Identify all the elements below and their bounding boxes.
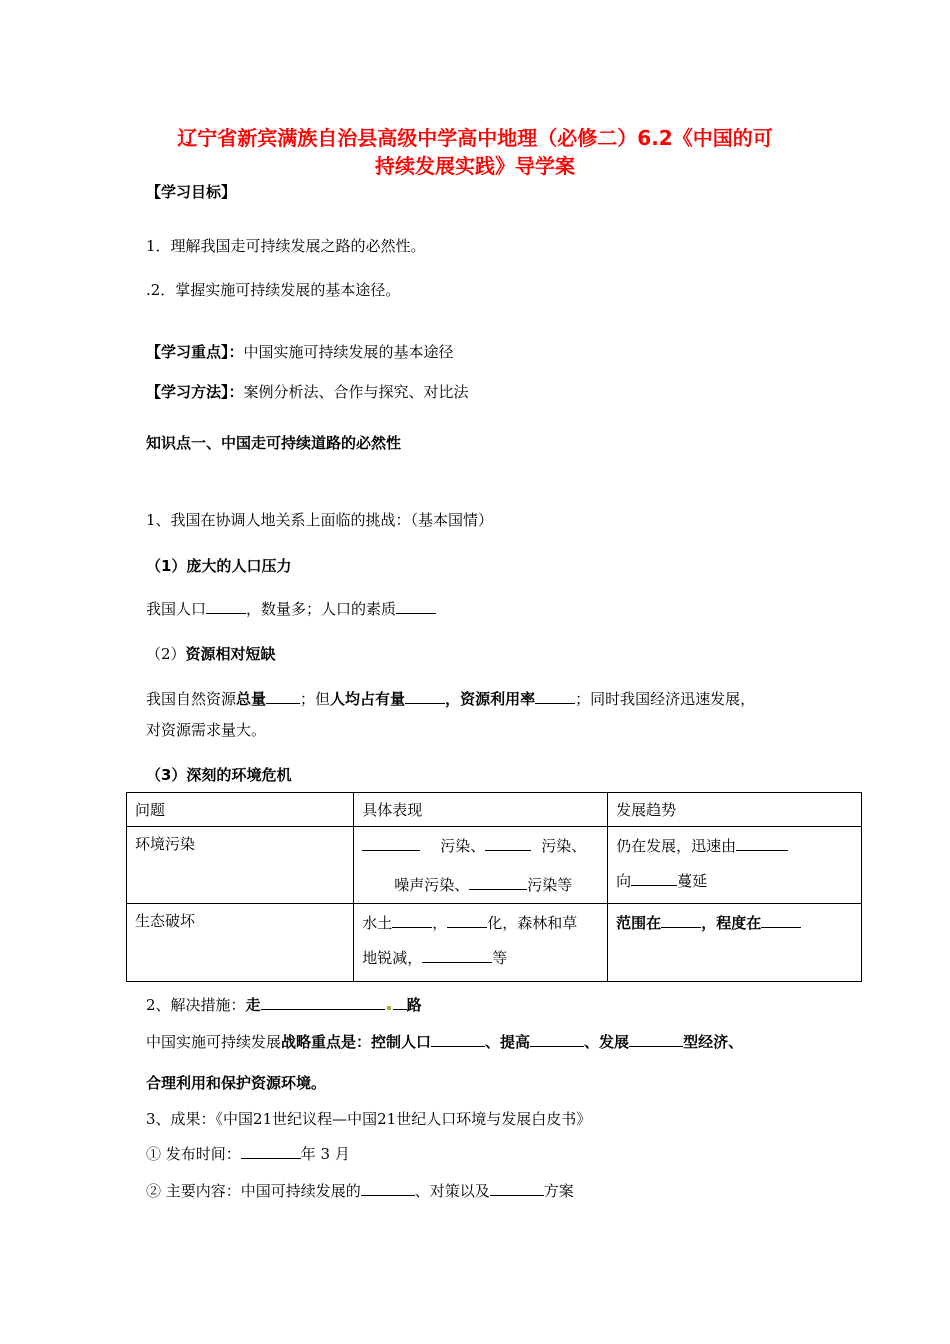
objectives-heading: 【学习目标】 bbox=[146, 183, 237, 201]
method-line bbox=[146, 381, 469, 402]
results-content-text-b: 、对策以及 bbox=[414, 1182, 490, 1200]
strategy-text-b: 战略重点是：控制人口 bbox=[281, 1033, 432, 1051]
table-header-trend: 发展趋势 bbox=[608, 793, 862, 827]
table-header-row bbox=[127, 793, 862, 827]
strategy-line-2: 合理利用和保护资源环境。 bbox=[146, 1074, 327, 1092]
knowledge-point-heading: 知识点一、中国走可持续道路的必然性 bbox=[146, 434, 402, 452]
strategy-text-c: 、提高 bbox=[485, 1033, 531, 1051]
resources-text-d: ；同时我国经济迅速发展， bbox=[575, 690, 756, 708]
challenges-intro: 1、我国在协调人地关系上面临的挑战：（基本国情） bbox=[146, 511, 494, 529]
blank-resources-total[interactable] bbox=[266, 689, 300, 704]
blank-solution-path[interactable] bbox=[261, 995, 385, 1010]
resources-text-a: 我国自然资源 bbox=[146, 690, 237, 708]
focus-text: 中国实施可持续发展的基本途径 bbox=[243, 343, 454, 361]
blank-desertification[interactable] bbox=[447, 913, 487, 928]
environment-heading: （3）深刻的环境危机 bbox=[146, 766, 292, 784]
eco-text-c: 化，森林和草 bbox=[487, 914, 578, 932]
strategy-text-d: 、发展 bbox=[584, 1033, 630, 1051]
solutions-walk: 走 bbox=[245, 996, 261, 1014]
blank-population-quality[interactable] bbox=[396, 599, 436, 614]
trend-text-b: 向 bbox=[616, 872, 632, 890]
blank-solution-path-end[interactable] bbox=[393, 995, 407, 1010]
focus-line bbox=[146, 341, 454, 362]
method-text: 案例分析法、合作与探究、对比法 bbox=[243, 383, 469, 401]
cursor-mark bbox=[387, 1006, 391, 1010]
strategy-line-1 bbox=[146, 1031, 743, 1052]
results-date-line bbox=[146, 1143, 350, 1164]
document-title-line1: 辽宁省新宾满族自治县高级中学高中地理（必修二）6.2《中国的可 bbox=[177, 126, 773, 150]
strategy-text-e: 型经济、 bbox=[683, 1033, 744, 1051]
document-title-line2: 持续发展实践》导学案 bbox=[375, 154, 575, 178]
eco-trend-scope-label: 范围在 bbox=[616, 914, 662, 932]
blank-pollution-4[interactable] bbox=[469, 875, 527, 890]
resources-total-label: 总量 bbox=[236, 690, 267, 708]
blank-eco-scope[interactable] bbox=[661, 913, 701, 928]
results-content-line bbox=[146, 1180, 574, 1201]
blank-improve[interactable] bbox=[530, 1032, 584, 1047]
table-header-problem: 问题 bbox=[127, 793, 354, 827]
resources-heading-num: （2） bbox=[146, 645, 186, 663]
resources-heading-text: 资源相对短缺 bbox=[185, 645, 276, 663]
solutions-road: 路 bbox=[406, 996, 422, 1014]
blank-trend-to[interactable] bbox=[631, 871, 677, 886]
blank-content-plan[interactable] bbox=[490, 1181, 544, 1196]
eco-text-a: 水土 bbox=[362, 914, 393, 932]
table-cell-trend bbox=[608, 827, 862, 904]
blank-pollution-2[interactable] bbox=[485, 836, 531, 851]
objective-item-1: 1．理解我国走可持续发展之路的必然性。 bbox=[146, 237, 426, 255]
pollution-label-3: 噪声污染、 bbox=[394, 876, 470, 894]
results-date-month: 年 3 月 bbox=[300, 1145, 350, 1163]
table-cell-manifestation bbox=[354, 904, 608, 982]
objective-item-2: .2．掌握实施可持续发展的基本途径。 bbox=[146, 281, 401, 299]
population-text-a: 我国人口 bbox=[146, 600, 207, 618]
eco-text-b: ， bbox=[432, 914, 448, 932]
blank-control-population[interactable] bbox=[431, 1032, 485, 1047]
table-cell-manifestation bbox=[354, 827, 608, 904]
blank-trend-from[interactable] bbox=[736, 836, 788, 851]
results-content-text-c: 方案 bbox=[543, 1182, 574, 1200]
table-cell-problem: 环境污染 bbox=[127, 827, 354, 904]
blank-pollution-1[interactable] bbox=[362, 836, 420, 851]
trend-text-c: 蔓延 bbox=[677, 872, 708, 890]
blank-resources-percap[interactable] bbox=[405, 689, 445, 704]
resources-text-b: ；但 bbox=[300, 690, 331, 708]
pollution-label-1: 污染、 bbox=[440, 837, 486, 855]
resources-line-2: 对资源需求量大。 bbox=[146, 721, 267, 739]
results-content-label: ② 主要内容：中国可持续发展的 bbox=[146, 1182, 361, 1200]
strategy-text-a: 中国实施可持续发展 bbox=[146, 1033, 282, 1051]
focus-label: 【学习重点】： bbox=[146, 343, 244, 361]
table-header-manifestation: 具体表现 bbox=[354, 793, 608, 827]
eco-trend-degree-label: ，程度在 bbox=[701, 914, 762, 932]
blank-eco-degree[interactable] bbox=[761, 913, 801, 928]
table-row bbox=[127, 904, 862, 982]
population-text-b: ，数量多；人口的素质 bbox=[246, 600, 397, 618]
solutions-line bbox=[146, 994, 422, 1015]
blank-resources-rate[interactable] bbox=[535, 689, 575, 704]
pollution-label-4: 污染等 bbox=[527, 876, 573, 894]
eco-text-e: 等 bbox=[492, 949, 508, 967]
blank-eco-other[interactable] bbox=[422, 948, 492, 963]
table-row bbox=[127, 827, 862, 904]
solutions-label: 2、解决措施： bbox=[146, 996, 246, 1014]
blank-develop-economy[interactable] bbox=[629, 1032, 683, 1047]
blank-content-strategy[interactable] bbox=[361, 1181, 415, 1196]
environment-crisis-table bbox=[126, 792, 862, 982]
blank-soil-erosion[interactable] bbox=[392, 913, 432, 928]
pollution-label-2: 污染、 bbox=[541, 837, 587, 855]
eco-text-d: 地锐减， bbox=[362, 949, 423, 967]
population-line bbox=[146, 598, 436, 619]
table-cell-problem: 生态破坏 bbox=[127, 904, 354, 982]
blank-population-feature[interactable] bbox=[206, 599, 246, 614]
method-label: 【学习方法】： bbox=[146, 383, 244, 401]
resources-line-1 bbox=[146, 688, 755, 709]
results-intro: 3、成果：《中国21世纪议程—中国21世纪人口环境与发展白皮书》 bbox=[146, 1110, 592, 1128]
resources-heading bbox=[146, 643, 276, 664]
table-cell-trend bbox=[608, 904, 862, 982]
resources-percap-label: 人均占有量 bbox=[330, 690, 406, 708]
blank-release-year[interactable] bbox=[241, 1144, 301, 1159]
results-date-label: ① 发布时间： bbox=[146, 1145, 241, 1163]
population-heading: （1）庞大的人口压力 bbox=[146, 557, 292, 575]
resources-rate-label: ，资源利用率 bbox=[445, 690, 536, 708]
trend-text-a: 仍在发展，迅速由 bbox=[616, 837, 737, 855]
